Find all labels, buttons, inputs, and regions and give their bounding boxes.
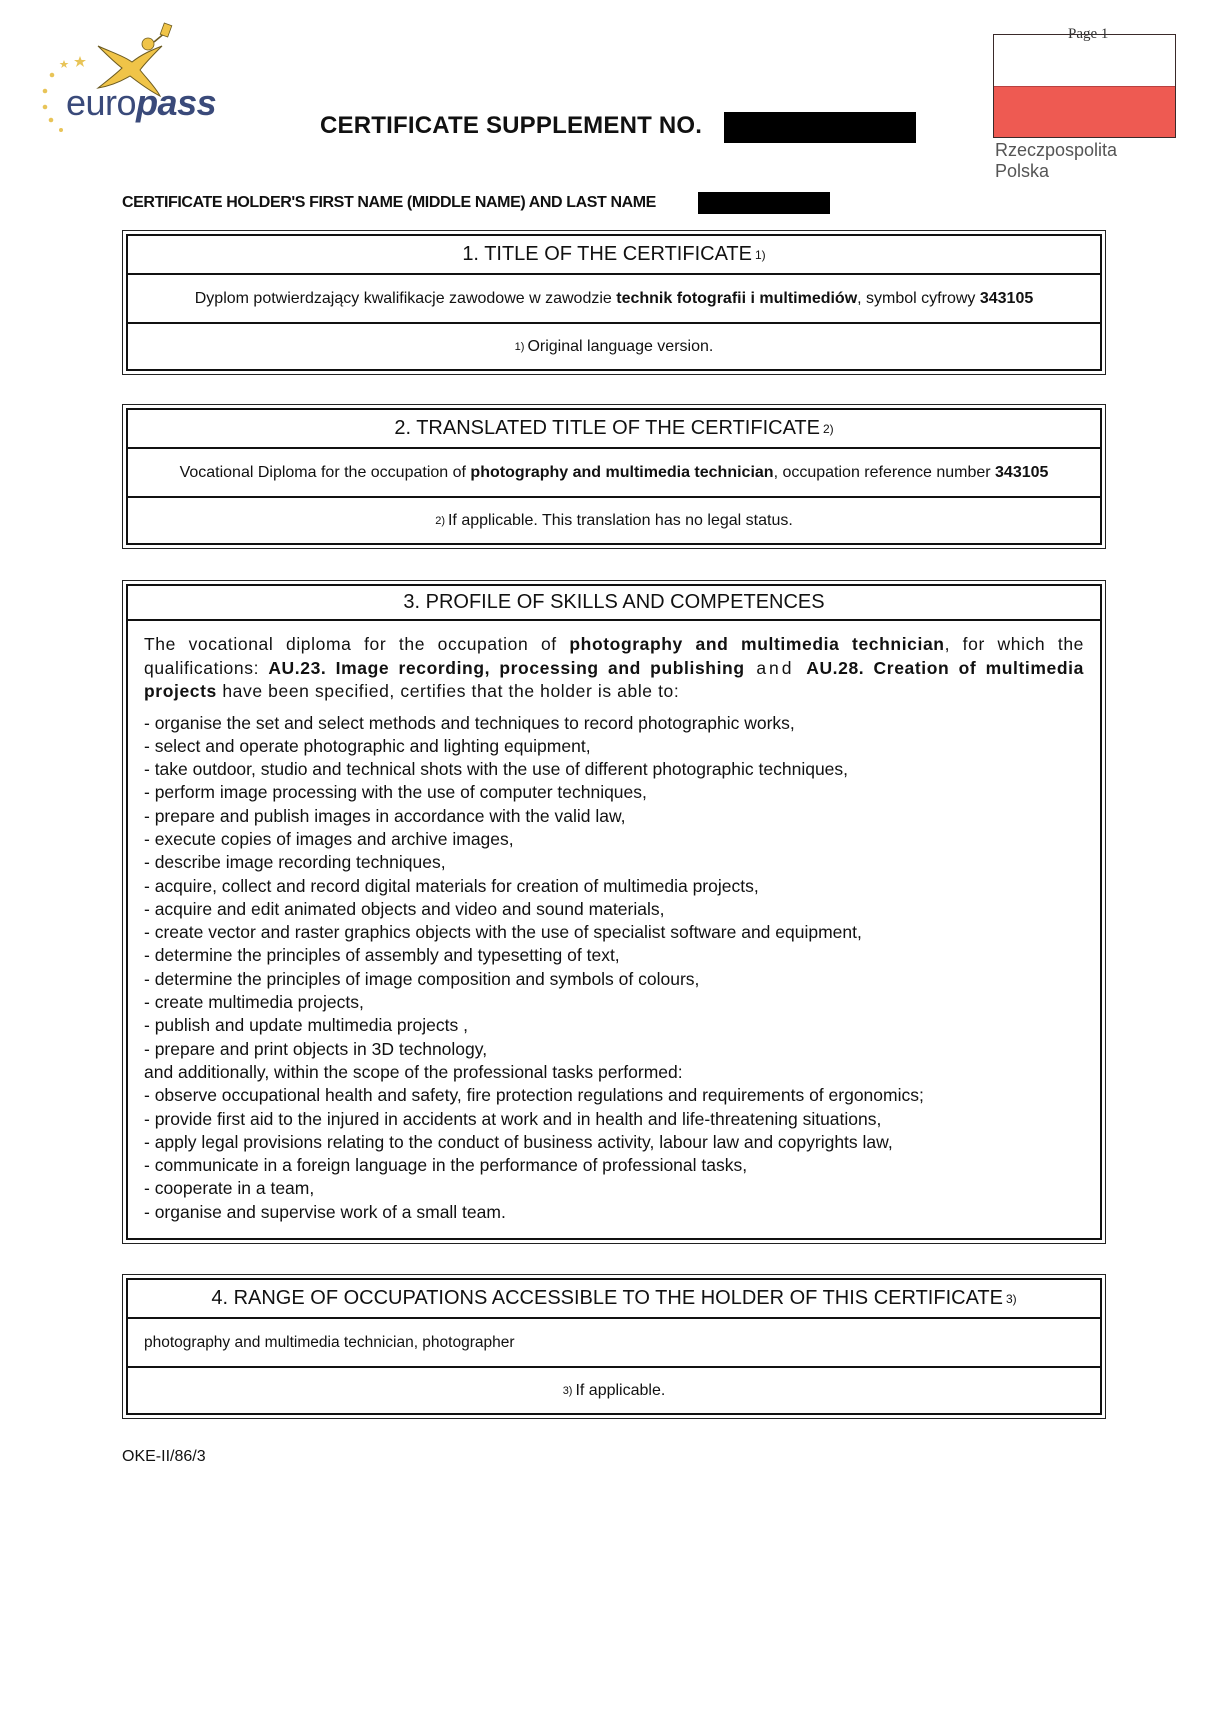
list-item: - prepare and publish images in accordance with the valid law, (144, 805, 626, 826)
list-item: - perform image processing with the use of computer techniques, (144, 782, 647, 803)
section-skills-competences (122, 580, 1106, 1244)
certificate-number-redacted (724, 112, 916, 143)
section-heading: 3. PROFILE OF SKILLS AND COMPETENCES (403, 591, 825, 613)
skills-intro: The vocational diploma for the occupation of photography and multimedia technician, for which the qualifications: AU.23. Image recording, processing and publishing and AU.28. Creation of multimedia projects have been specified, certifies that the holder is able to: (144, 634, 1084, 701)
list-item: - prepare and print objects in 3D technology, (144, 1038, 488, 1059)
list-item: - determine the principles of image composition and symbols of colours, (144, 968, 700, 989)
europass-wordmark: europass (66, 82, 217, 123)
section-translated-title (122, 404, 1106, 549)
section-title-of-certificate (122, 230, 1106, 375)
list-item: - apply legal provisions relating to the conduct of business activity, labour law and copyrights law, (144, 1131, 893, 1152)
section-range-of-occupations (122, 1274, 1106, 1419)
list-item: - cooperate in a team, (144, 1178, 315, 1199)
country-name: Rzeczpospolita Polska (995, 140, 1118, 181)
section-heading: 2. TRANSLATED TITLE OF THE CERTIFICATE 2) (394, 417, 834, 439)
document-title-text: CERTIFICATE SUPPLEMENT NO. (320, 112, 703, 139)
poland-flag-icon (993, 34, 1176, 138)
list-item: - provide first aid to the injured in accidents at work and in health and life-threatening situations, (144, 1108, 882, 1129)
list-item: - acquire and edit animated objects and video and sound materials, (144, 898, 665, 919)
europass-logo (36, 22, 236, 137)
list-item: - take outdoor, studio and technical shots with the use of different photographic techniques, (144, 759, 849, 780)
list-item: - execute copies of images and archive images, (144, 828, 514, 849)
list-item: - select and operate photographic and lighting equipment, (144, 735, 591, 756)
document-title (320, 112, 702, 140)
holder-name-redacted (698, 192, 830, 214)
section-heading: 1. TITLE OF THE CERTIFICATE 1) (462, 243, 766, 265)
skills-list (144, 712, 1084, 1225)
skills-body (128, 619, 1100, 1238)
holder-name-label: CERTIFICATE HOLDER'S FIRST NAME (MIDDLE NAME) AND LAST NAME (122, 194, 656, 211)
additional-intro: and additionally, within the scope of the professional tasks performed: (144, 1061, 683, 1082)
list-item: - acquire, collect and record digital materials for creation of multimedia projects, (144, 875, 759, 896)
form-code: OKE-II/86/3 (122, 1448, 206, 1465)
list-item: - create vector and raster graphics objects with the use of specialist software and equipment, (144, 922, 862, 943)
footnote: 2) If applicable. This translation has no legal status. (128, 496, 1100, 543)
occupations-list: photography and multimedia technician, photographer (128, 1317, 1100, 1366)
section-heading: 4. RANGE OF OCCUPATIONS ACCESSIBLE TO THE HOLDER OF THIS CERTIFICATE 3) (211, 1287, 1017, 1309)
list-item: - create multimedia projects, (144, 992, 364, 1013)
original-title: Dyplom potwierdzający kwalifikacje zawodowe w zawodzie technik fotografii i multimediów , symbol cyfrowy 343105 (128, 273, 1100, 322)
list-item: - organise the set and select methods and techniques to record photographic works, (144, 712, 795, 733)
list-item: - describe image recording techniques, (144, 852, 446, 873)
list-item: - organise and supervise work of a small team. (144, 1201, 506, 1222)
list-item: - communicate in a foreign language in the performance of professional tasks, (144, 1155, 748, 1176)
footnote: 1) Original language version. (128, 322, 1100, 369)
list-item: - determine the principles of assembly and typesetting of text, (144, 945, 620, 966)
page-label: Page 1 (1068, 26, 1109, 42)
footnote: 3) If applicable. (128, 1366, 1100, 1413)
list-item: - observe occupational health and safety, fire protection regulations and requirements of ergonomics; (144, 1085, 924, 1106)
translated-title: Vocational Diploma for the occupation of photography and multimedia technician , occupation reference number 343105 (128, 447, 1100, 496)
list-item: - publish and update multimedia projects , (144, 1015, 468, 1036)
